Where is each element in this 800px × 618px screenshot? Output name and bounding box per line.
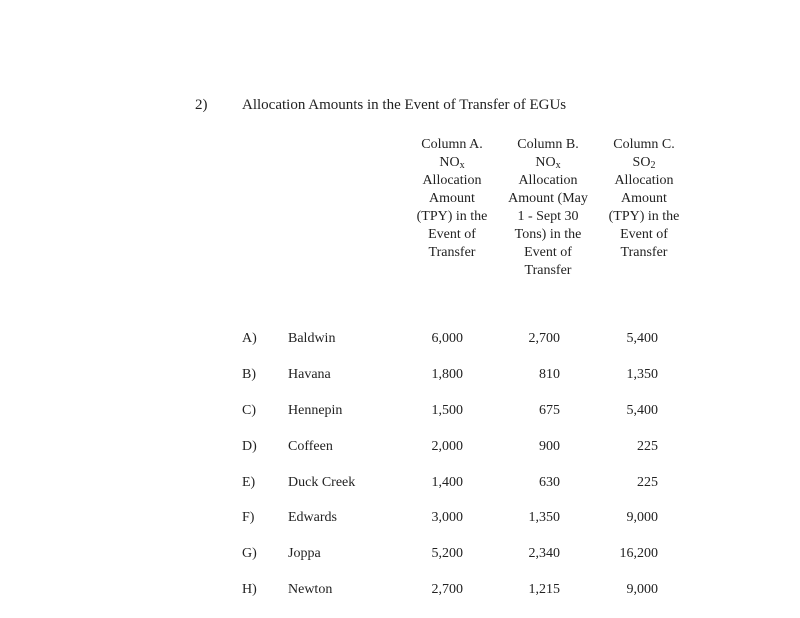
column-c-value: 5,400 xyxy=(626,403,658,418)
column-c-value: 9,000 xyxy=(626,582,658,597)
column-b-line: Amount (May xyxy=(508,191,588,206)
column-c-value: 16,200 xyxy=(619,546,658,561)
column-a-value: 6,000 xyxy=(431,331,463,346)
column-b-value: 1,215 xyxy=(528,582,560,597)
row-letter: F) xyxy=(242,510,255,525)
table-row xyxy=(0,403,800,423)
column-b-line: Allocation xyxy=(518,173,578,188)
column-a-label: Column A. xyxy=(421,137,483,152)
unit-name: Hennepin xyxy=(288,403,343,418)
unit-name: Newton xyxy=(288,582,333,597)
column-b-value: 2,340 xyxy=(528,546,560,561)
row-letter: E) xyxy=(242,475,256,490)
section-number: 2) xyxy=(195,97,208,113)
column-a-value: 5,200 xyxy=(431,546,463,561)
unit-name: Duck Creek xyxy=(288,475,356,490)
column-b-value: 1,350 xyxy=(528,510,560,525)
row-letter: C) xyxy=(242,403,256,418)
column-b-line: 1 - Sept 30 xyxy=(517,209,579,224)
column-a-line: Event of xyxy=(428,227,476,242)
column-c-pollutant: $SO_2$ xyxy=(632,155,656,171)
column-b-line: Transfer xyxy=(524,263,572,278)
column-b-line: Event of xyxy=(524,245,572,260)
column-c-line: Transfer xyxy=(620,245,668,260)
column-a-value: 1,400 xyxy=(431,475,463,490)
column-b-value: 810 xyxy=(539,367,560,382)
column-b-pollutant: $NO_x$ xyxy=(535,155,561,171)
column-c-label: Column C. xyxy=(613,137,675,152)
unit-name: Edwards xyxy=(288,510,337,525)
column-a-pollutant: $NO_x$ xyxy=(439,155,465,171)
column-a-header xyxy=(400,136,504,262)
column-a-line: Amount xyxy=(429,191,475,206)
table-row xyxy=(0,546,800,566)
column-c-value: 1,350 xyxy=(626,367,658,382)
column-a-line: Transfer xyxy=(428,245,476,260)
table-row xyxy=(0,475,800,495)
row-letter: A) xyxy=(242,331,257,346)
column-a-value: 2,000 xyxy=(431,439,463,454)
column-b-value: 675 xyxy=(539,403,560,418)
column-a-value: 1,500 xyxy=(431,403,463,418)
section-title: Allocation Amounts in the Event of Transfer of EGUs xyxy=(242,97,567,113)
column-c-line: Event of xyxy=(620,227,668,242)
column-c-line: Allocation xyxy=(614,173,674,188)
column-a-value: 3,000 xyxy=(431,510,463,525)
column-a-line: Allocation xyxy=(422,173,482,188)
column-c-value: 225 xyxy=(637,439,658,454)
table-row xyxy=(0,582,800,602)
column-c-line: Amount xyxy=(621,191,667,206)
column-c-line: (TPY) in the xyxy=(608,209,680,224)
row-letter: D) xyxy=(242,439,257,454)
table-row xyxy=(0,510,800,530)
unit-name: Joppa xyxy=(288,546,321,561)
table-row xyxy=(0,439,800,459)
unit-name: Havana xyxy=(288,367,331,382)
column-c-value: 5,400 xyxy=(626,331,658,346)
column-b-label: Column B. xyxy=(517,137,579,152)
row-letter: H) xyxy=(242,582,257,597)
column-c-value: 225 xyxy=(637,475,658,490)
row-letter: B) xyxy=(242,367,256,382)
column-a-value: 1,800 xyxy=(431,367,463,382)
column-c-header xyxy=(592,136,696,262)
column-c-value: 9,000 xyxy=(626,510,658,525)
column-a-line: (TPY) in the xyxy=(416,209,488,224)
column-b-header xyxy=(496,136,600,280)
column-b-value: 630 xyxy=(539,475,560,490)
row-letter: G) xyxy=(242,546,257,561)
table-row xyxy=(0,331,800,351)
column-a-value: 2,700 xyxy=(431,582,463,597)
column-b-value: 2,700 xyxy=(528,331,560,346)
table-row xyxy=(0,367,800,387)
unit-name: Coffeen xyxy=(288,439,333,454)
column-b-line: Tons) in the xyxy=(514,227,582,242)
unit-name: Baldwin xyxy=(288,331,336,346)
column-b-value: 900 xyxy=(539,439,560,454)
